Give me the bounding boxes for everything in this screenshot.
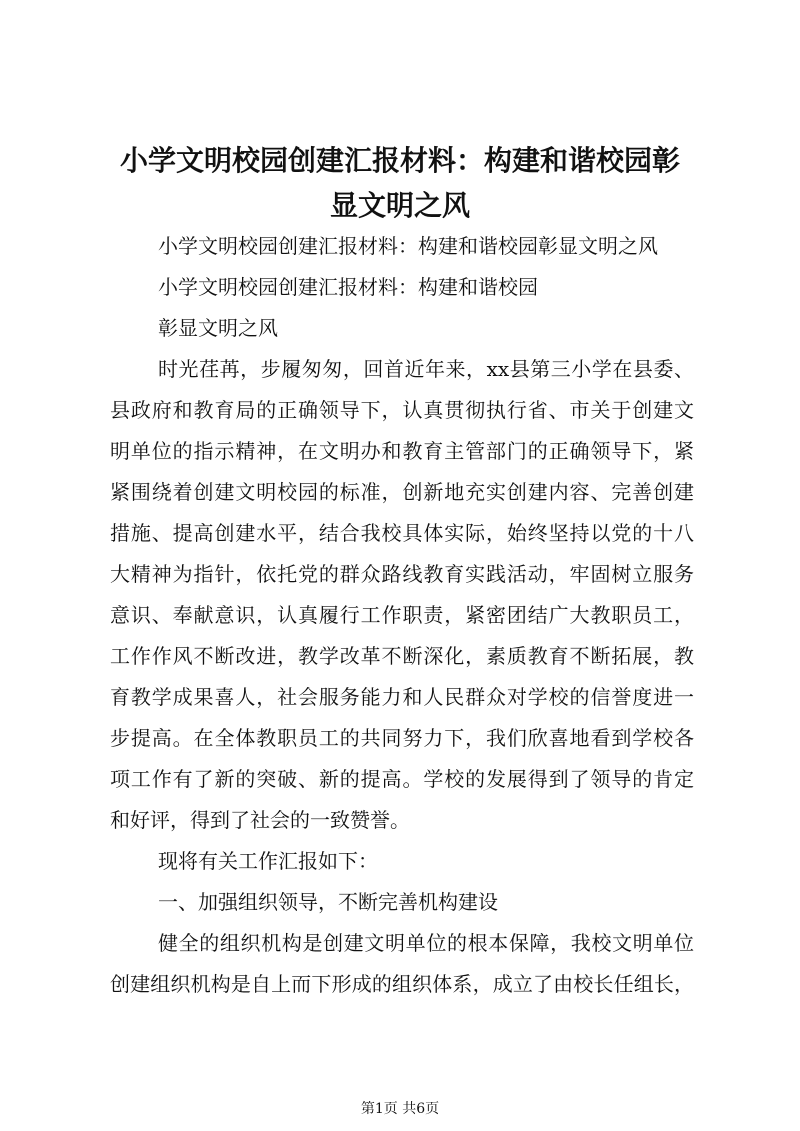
- text-line: 健全的组织机构是创建文明单位的根本保障，我校文明单位: [158, 931, 694, 955]
- text-line: 一、加强组织领导，不断完善机构建设: [158, 890, 498, 914]
- text-line: 和好评，得到了社会的一致赞誉。: [110, 808, 410, 832]
- text-line: 紧围绕着创建文明校园的标准，创新地充实创建内容、完善创建: [110, 480, 694, 504]
- text-line: 步提高。在全体教职员工的共同努力下，我们欣喜地看到学校各: [110, 726, 694, 750]
- text-line: 时光荏苒，步履匆匆，回首近年来，xx县第三小学在县委、: [158, 357, 694, 381]
- text-line: 育教学成果喜人，社会服务能力和人民群众对学校的信誉度进一: [110, 685, 694, 709]
- page-footer: 第1页 共6页: [360, 1101, 440, 1117]
- text-line: 创建组织机构是自上而下形成的组织体系，成立了由校长任组长，: [110, 972, 694, 996]
- text-line: 小学文明校园创建汇报材料：构建和谐校园彰显文明之风: [158, 234, 658, 258]
- title-line: 小学文明校园创建汇报材料：构建和谐校园彰: [119, 144, 680, 177]
- text-line: 工作作风不断改进，教学改革不断深化，素质教育不断拓展，教: [110, 644, 694, 668]
- text-line: 现将有关工作汇报如下：: [158, 849, 378, 873]
- document-body: [110, 226, 694, 1005]
- text-line: 意识、奉献意识，认真履行工作职责，紧密团结广大教职员工，: [110, 603, 694, 627]
- text-line: 县政府和教育局的正确领导下，认真贯彻执行省、市关于创建文: [110, 398, 694, 422]
- text-line: 大精神为指针，依托党的群众路线教育实践活动，牢固树立服务: [110, 562, 694, 586]
- text-line: 小学文明校园创建汇报材料：构建和谐校园: [158, 275, 538, 299]
- text-line: 彰显文明之风: [158, 316, 278, 340]
- text-line: 项工作有了新的突破、新的提高。学校的发展得到了领导的肯定: [110, 767, 694, 791]
- text-line: 明单位的指示精神，在文明办和教育主管部门的正确领导下，紧: [110, 439, 694, 463]
- text-line: 措施、提高创建水平，结合我校具体实际，始终坚持以党的十八: [110, 521, 694, 545]
- document-title: [60, 138, 740, 228]
- title-line: 显文明之风: [329, 189, 470, 222]
